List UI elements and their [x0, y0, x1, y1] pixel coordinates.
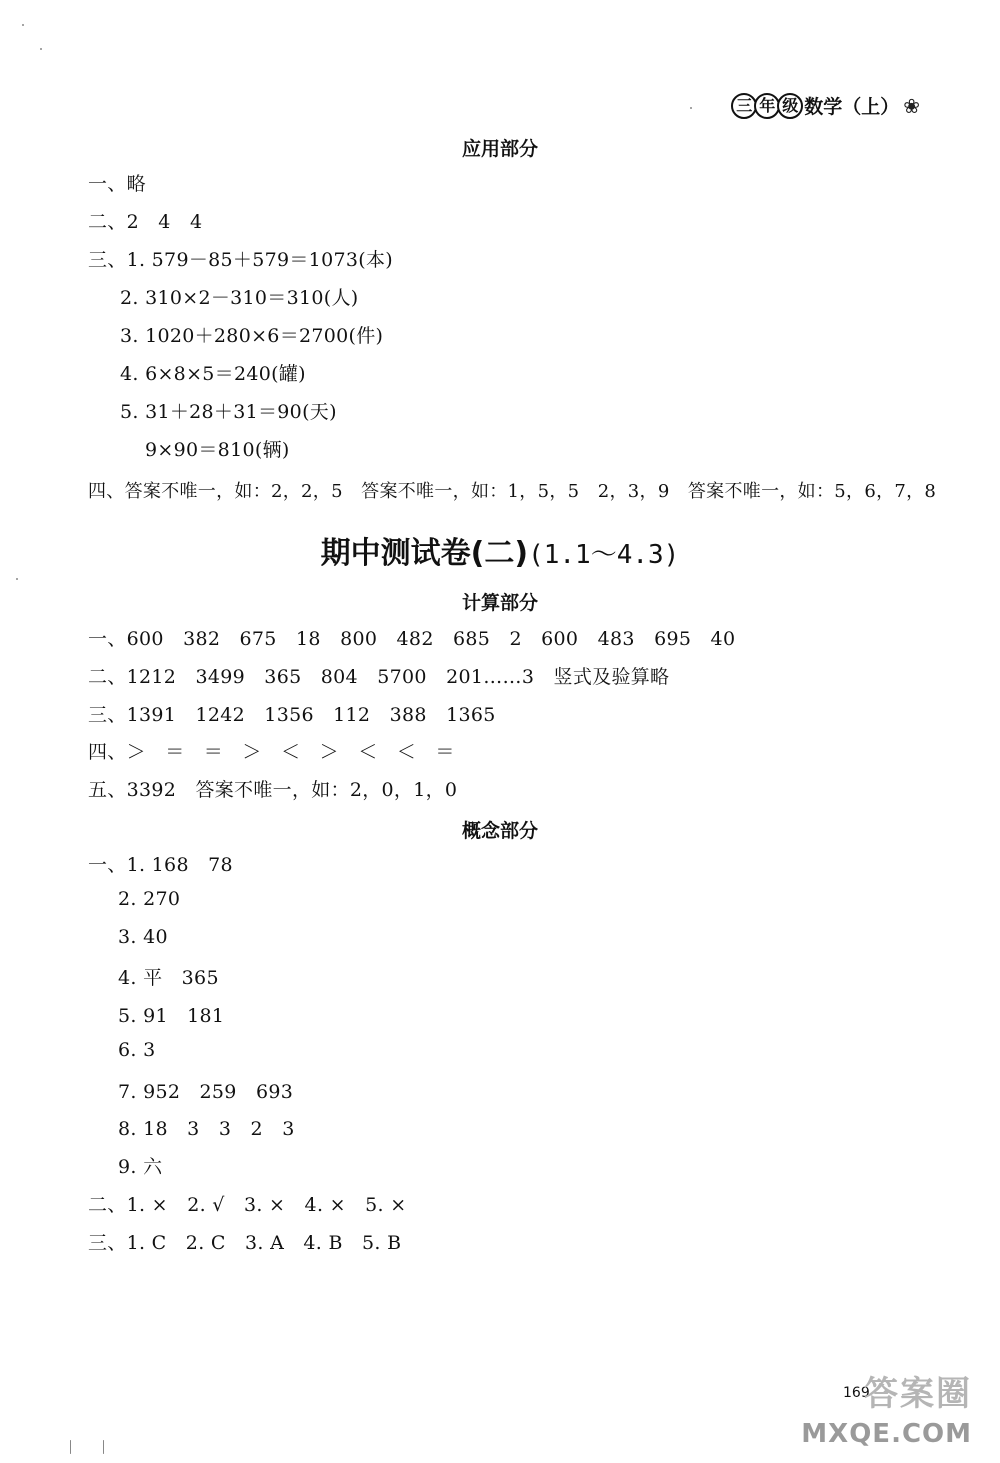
answer-line: 三、1391 1242 1356 112 388 1365 — [88, 704, 496, 726]
scan-speck — [40, 48, 42, 50]
answer-line: 四、＞ ＝ ＝ ＞ ＜ ＞ ＜ ＜ ＝ — [88, 741, 455, 763]
scan-speck — [22, 24, 24, 26]
answer-line: 5. 91 181 — [118, 1005, 225, 1027]
book-header — [731, 92, 920, 119]
grade-char: 年 — [754, 93, 780, 119]
answer-line: 五、3392 答案不唯一，如：2，0，1，0 — [88, 779, 458, 801]
scan-speck — [690, 107, 692, 109]
watermark-logo-cn: 答案圈 — [864, 1374, 972, 1414]
application-section-title: 应用部分 — [461, 138, 538, 160]
concept-section-title: 概念部分 — [461, 820, 538, 842]
scan-speck — [103, 1440, 104, 1454]
exam-title — [0, 528, 1000, 572]
answer-line: 5. 31＋28＋31＝90(天) — [120, 401, 337, 423]
answer-line: 一、1. 168 78 — [88, 854, 233, 876]
answer-line: 一、600 382 675 18 800 482 685 2 600 483 695 40 — [88, 628, 736, 650]
answer-line: 二、2 4 4 — [88, 211, 203, 233]
page-number: 169 — [843, 1385, 870, 1401]
scan-speck — [70, 1440, 71, 1454]
answer-line: 4. 平 365 — [118, 967, 219, 989]
answer-line: 二、1. × 2. √ 3. × 4. × 5. × — [88, 1194, 407, 1216]
scan-speck — [16, 578, 18, 580]
answer-line: 4. 6×8×5＝240(罐) — [120, 363, 306, 385]
calc-section-title: 计算部分 — [461, 592, 538, 614]
answer-line: 8. 18 3 3 2 3 — [118, 1118, 295, 1140]
exam-title-main: 期中测试卷(二) — [320, 536, 529, 571]
watermark-logo-en: MXQE.COM — [801, 1419, 972, 1449]
answer-line: 3. 1020＋280×6＝2700(件) — [120, 325, 384, 347]
decoration-icon: ❀ — [903, 93, 920, 118]
answer-line: 7. 952 259 693 — [118, 1081, 294, 1103]
exam-title-range: (1.1～4.3) — [528, 540, 680, 570]
answer-line: 2. 310×2－310＝310(人) — [120, 287, 359, 309]
answer-line: 三、1. 579－85＋579＝1073(本) — [88, 249, 393, 271]
answer-line: 9. 六 — [118, 1156, 163, 1178]
answer-line: 3. 40 — [118, 926, 168, 948]
subject-label: 数学（上） — [804, 96, 900, 118]
answer-line: 一、略 — [88, 173, 146, 195]
answer-line: 四、答案不唯一，如：2，2，5 答案不唯一，如：1，5，5 2，3，9 答案不唯一，如：5，6，7，8 — [88, 481, 937, 502]
answer-line: 9×90＝810(辆) — [145, 439, 290, 461]
grade-char: 级 — [777, 93, 803, 119]
answer-line: 二、1212 3499 365 804 5700 201……3 竖式及验算略 — [88, 666, 670, 688]
grade-badge — [731, 93, 800, 119]
answer-line: 三、1. C 2. C 3. A 4. B 5. B — [88, 1232, 402, 1254]
grade-char: 三 — [731, 93, 757, 119]
answer-line: 2. 270 — [118, 888, 181, 910]
answer-line: 6. 3 — [118, 1039, 156, 1061]
